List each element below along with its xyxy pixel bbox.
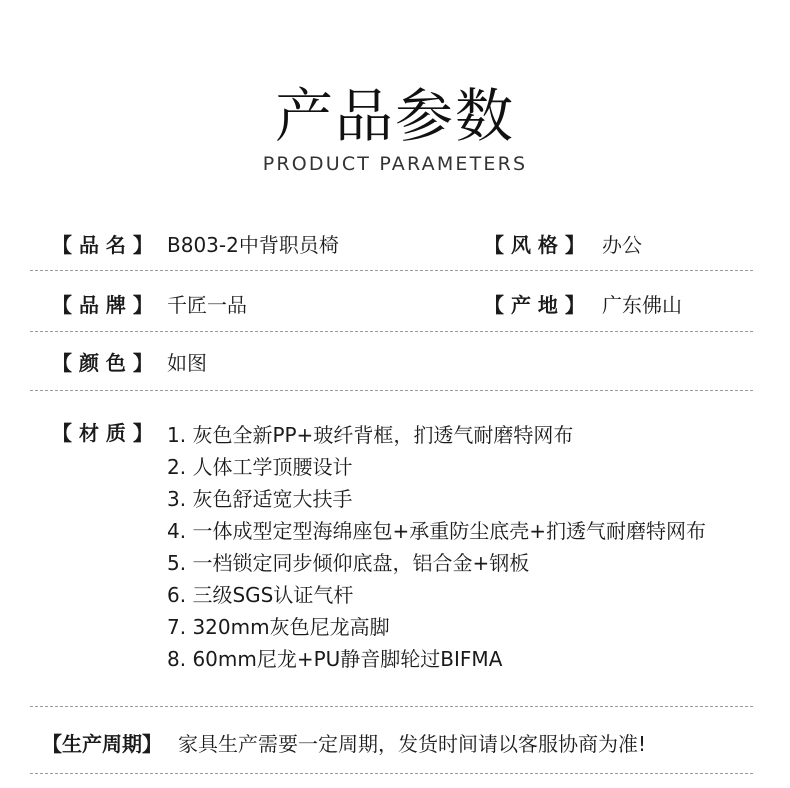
origin-label: 【 产 地 】 xyxy=(484,293,585,317)
material-item: 8. 60mm尼龙+PU静音脚轮过BIFMA xyxy=(167,647,503,671)
row-divider xyxy=(30,706,753,707)
name-value: B803-2中背职员椅 xyxy=(167,233,339,257)
material-item: 1. 灰色全新PP+玻纤背框，扪透气耐磨特网布 xyxy=(167,423,574,447)
row-divider xyxy=(30,270,753,271)
material-label: 【 材 质 】 xyxy=(52,421,153,445)
production-period-value: 家具生产需要一定周期，发货时间请以客服协商为准! xyxy=(178,732,647,756)
material-item: 3. 灰色舒适宽大扶手 xyxy=(167,487,353,511)
row-divider xyxy=(30,773,753,774)
material-item: 4. 一体成型定型海绵座包+承重防尘底壳+扪透气耐磨特网布 xyxy=(167,519,706,543)
color-label: 【 颜 色 】 xyxy=(52,351,153,375)
brand-value: 千匠一品 xyxy=(167,293,247,317)
style-value: 办公 xyxy=(602,233,642,257)
origin-value: 广东佛山 xyxy=(602,293,682,317)
row-divider xyxy=(30,331,753,332)
production-period-label: 【生产周期】 xyxy=(42,732,162,756)
material-item: 5. 一档锁定同步倾仰底盘，铝合金+钢板 xyxy=(167,551,530,575)
row-divider xyxy=(30,390,753,391)
style-label: 【 风 格 】 xyxy=(484,233,585,257)
material-list xyxy=(167,419,706,675)
material-item: 6. 三级SGS认证气杆 xyxy=(167,583,354,607)
page-subtitle: PRODUCT PARAMETERS xyxy=(262,153,528,175)
color-value: 如图 xyxy=(167,351,207,375)
page-title: 产品参数 xyxy=(274,82,515,150)
brand-label: 【 品 牌 】 xyxy=(52,293,153,317)
material-item: 2. 人体工学顶腰设计 xyxy=(167,455,353,479)
material-item: 7. 320mm灰色尼龙高脚 xyxy=(167,615,390,639)
name-label: 【 品 名 】 xyxy=(52,233,153,257)
